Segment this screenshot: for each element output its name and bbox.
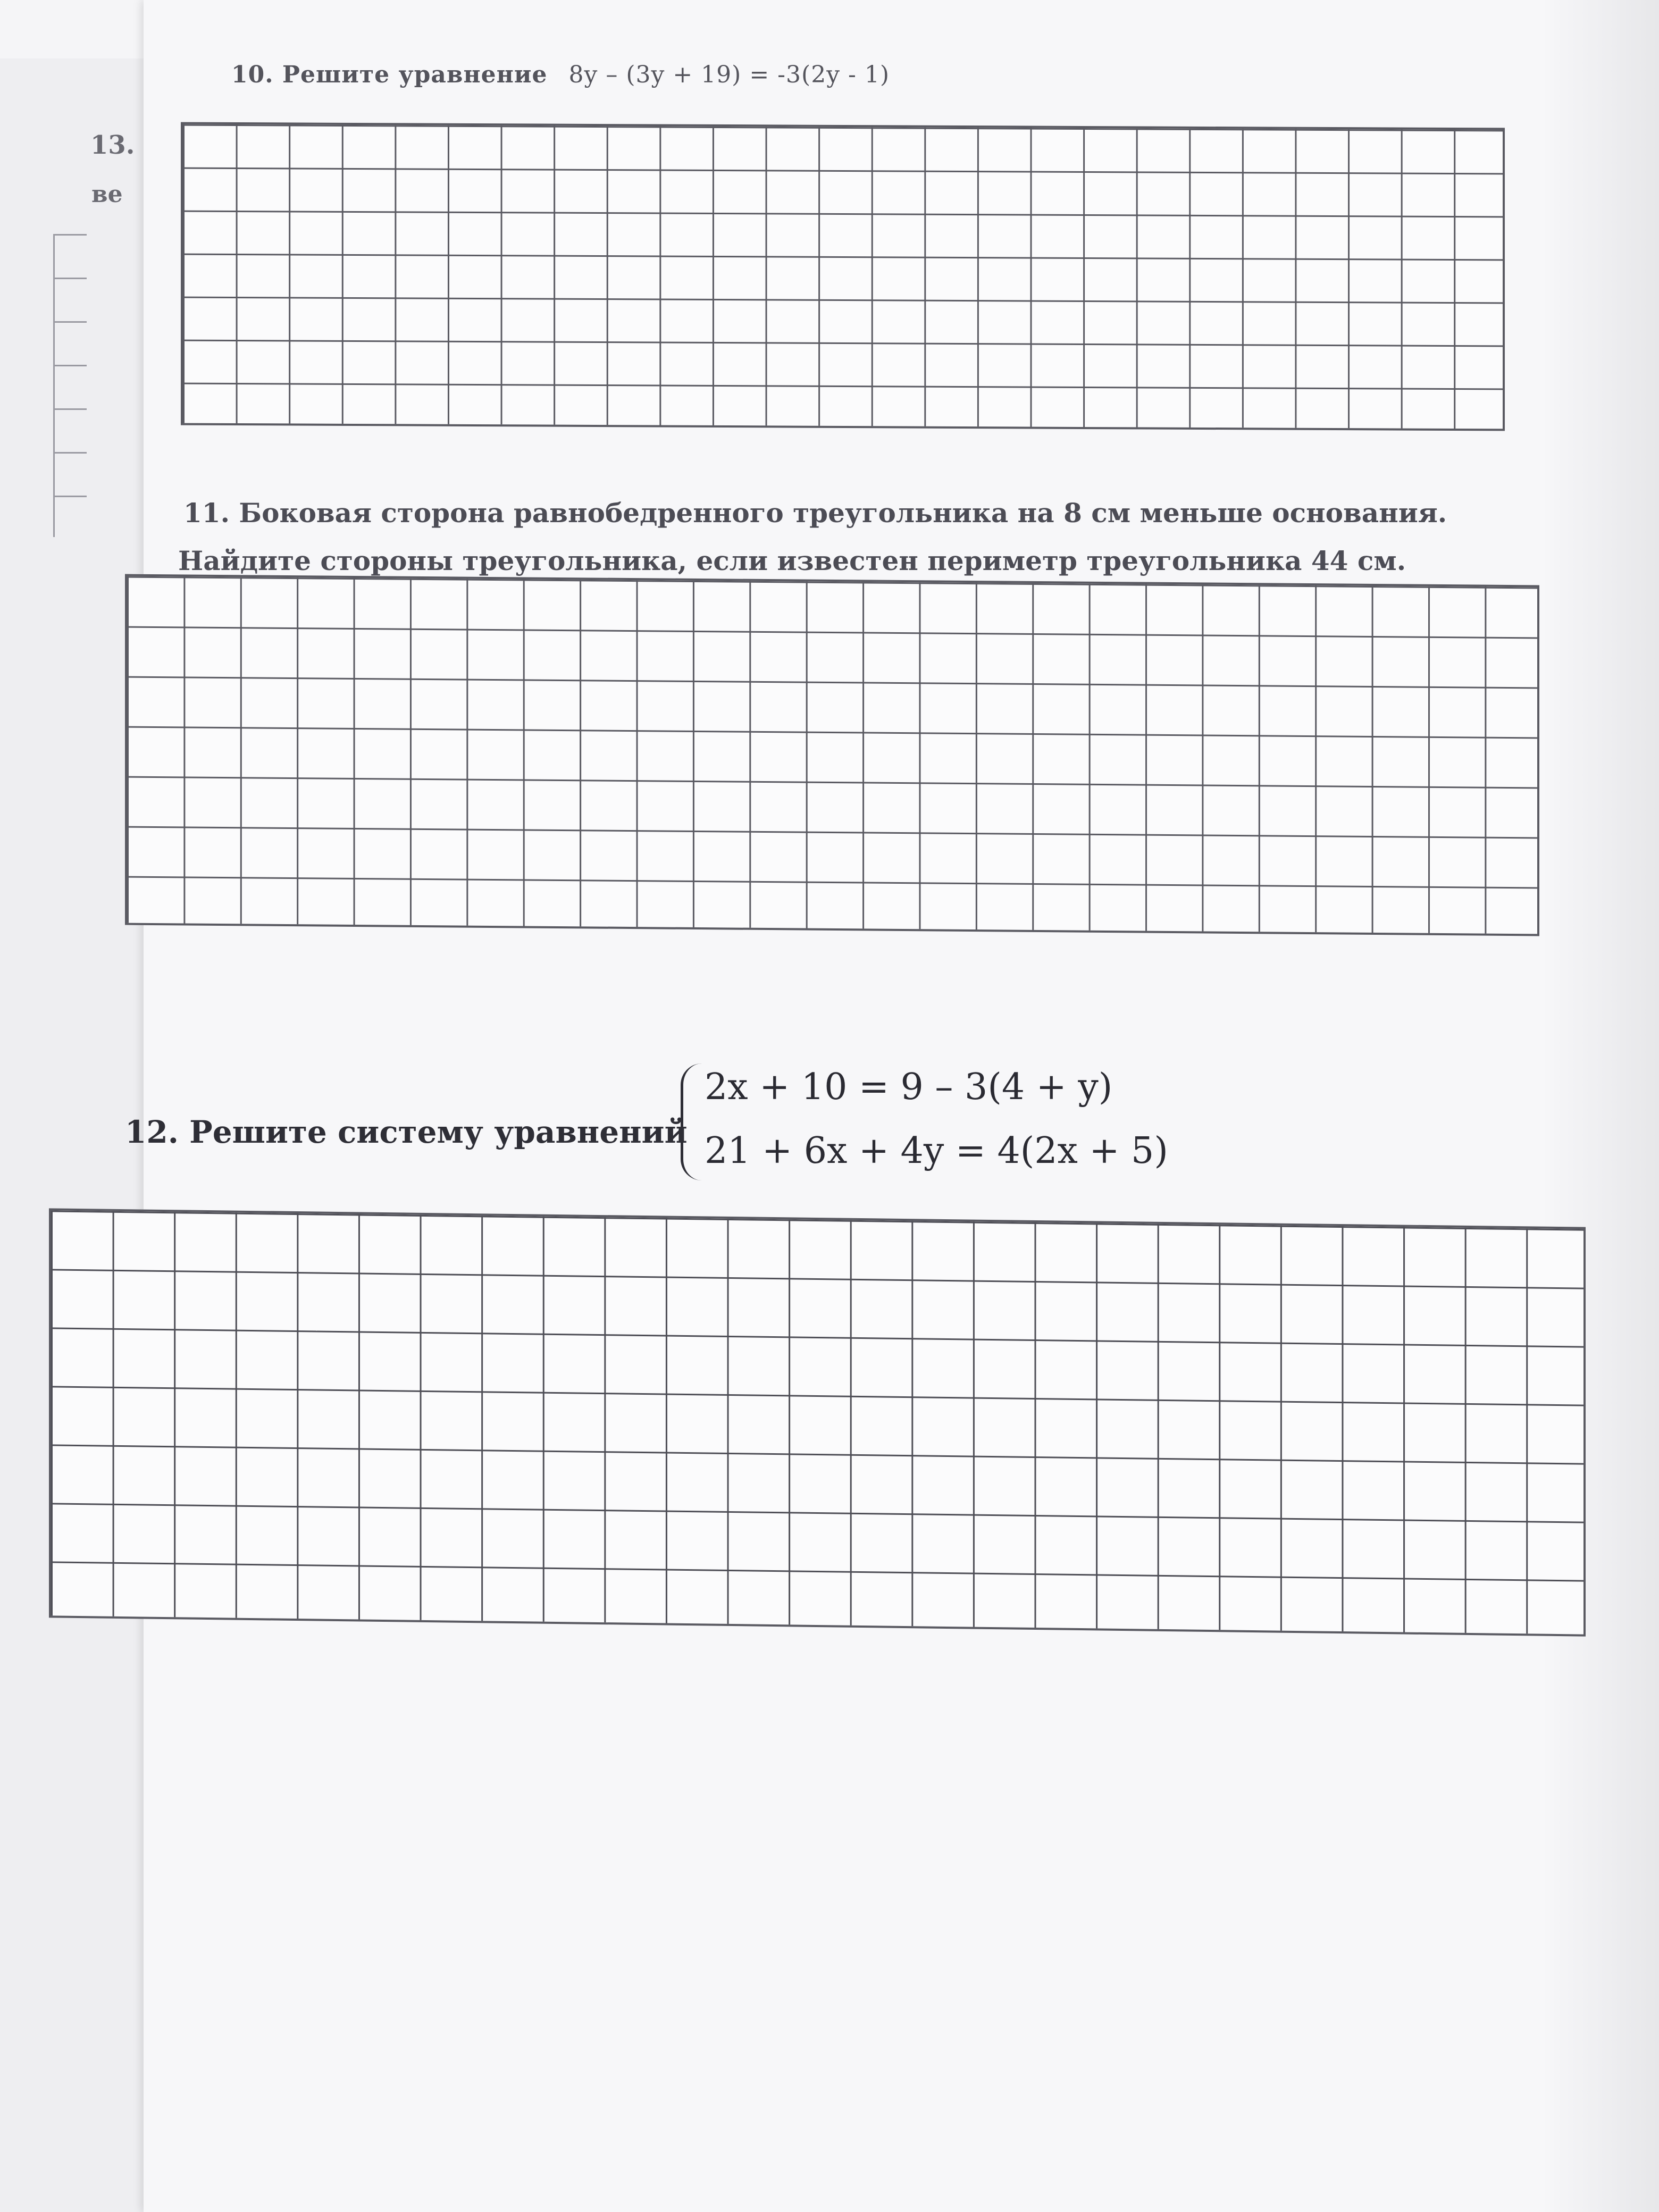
system-equation-1: 2x + 10 = 9 – 3(4 + y) <box>705 1066 1113 1108</box>
background-page-lines <box>53 234 119 537</box>
task12-answer-grid[interactable] <box>49 1208 1586 1636</box>
task10-label: 10. Решите уравнение <box>231 61 548 88</box>
system-equation-2: 21 + 6x + 4y = 4(2x + 5) <box>705 1130 1168 1172</box>
task10-answer-grid[interactable] <box>181 122 1505 431</box>
task12-label: 12. Решите систему уравнений <box>125 1114 688 1150</box>
task11-answer-grid[interactable] <box>125 574 1539 936</box>
background-page-number: 13. <box>90 130 135 160</box>
page-shadow <box>1542 0 1659 2212</box>
task11-line1: 11. Боковая сторона равнобедренного треугольника на 8 см меньше основания. <box>183 497 1447 529</box>
background-page-fragment: ве <box>91 181 123 208</box>
task10-equation: 8y – (3y + 19) = -3(2y - 1) <box>568 61 890 88</box>
task11-line2: Найдите стороны треугольника, если известен периметр треугольника 44 см. <box>178 545 1406 576</box>
system-brace <box>681 1063 702 1180</box>
task10-heading <box>231 61 890 88</box>
